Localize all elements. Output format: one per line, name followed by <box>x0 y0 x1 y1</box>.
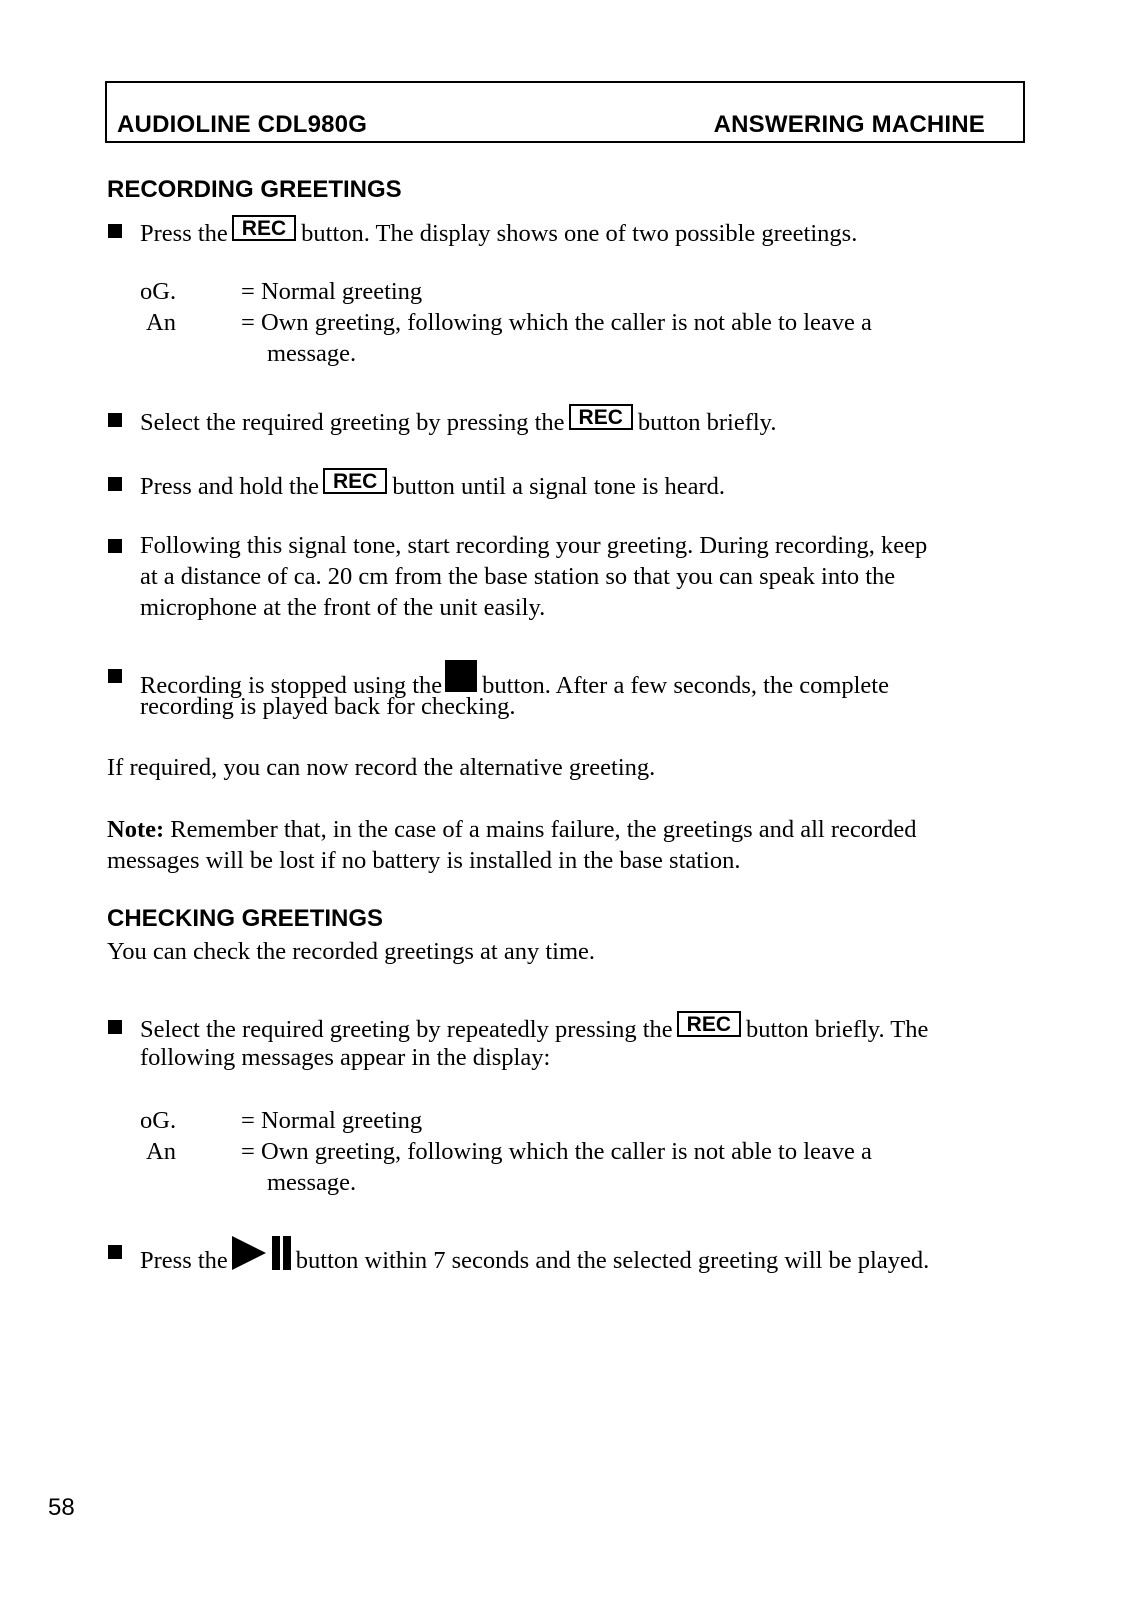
def-val-an-cont: message. <box>267 340 357 367</box>
bullet-marker <box>108 669 122 683</box>
recording-heading: RECORDING GREETINGS <box>107 176 402 203</box>
note-line-1: Note: Remember that, in the case of a mains failure, the greetings and all recorded <box>107 816 917 843</box>
def-key-og: oG. <box>140 1107 177 1134</box>
def-key-an: An <box>146 1138 176 1165</box>
recording-step-3: Press and hold the REC button until a signal tone is heard. <box>140 470 726 500</box>
header-section: ANSWERING MACHINE <box>713 111 985 138</box>
bullet-marker <box>108 477 122 491</box>
def-val-og: = Normal greeting <box>241 1107 423 1134</box>
def-val-an-cont: message. <box>267 1169 357 1196</box>
recording-step-4-line-2: at a distance of ca. 20 cm from the base station so that you can speak into the <box>140 563 896 590</box>
checking-step-1-line-1: Select the required greeting by repeatedly pressing the REC button briefly. The <box>140 1013 929 1043</box>
rec-button-icon: REC <box>323 468 387 494</box>
def-val-an: = Own greeting, following which the caller is not able to leave a <box>241 1138 872 1165</box>
def-key-an: An <box>146 309 176 336</box>
note-line-2: messages will be lost if no battery is installed in the base station. <box>107 847 741 874</box>
bullet-marker <box>108 1020 122 1034</box>
page-number: 58 <box>48 1494 75 1521</box>
rec-button-icon: REC <box>569 404 633 430</box>
checking-heading: CHECKING GREETINGS <box>107 905 384 932</box>
rec-button-icon: REC <box>677 1011 741 1037</box>
recording-step-2: Select the required greeting by pressing the REC button briefly. <box>140 406 777 436</box>
page-header <box>105 81 1025 143</box>
bullet-marker <box>108 1245 122 1259</box>
recording-step-4-line-1: Following this signal tone, start recording your greeting. During recording, keep <box>140 532 928 559</box>
play-pause-icon <box>232 1236 292 1272</box>
recording-step-5-line-1: Recording is stopped using the button. After a few seconds, the complete <box>140 660 889 701</box>
checking-step-2: Press the button within 7 seconds and the selected greeting will be played. <box>140 1236 929 1276</box>
header-model: AUDIOLINE CDL980G <box>117 111 368 138</box>
recording-step-5-line-2: recording is played back for checking. <box>140 693 516 720</box>
def-val-og: = Normal greeting <box>241 278 423 305</box>
def-val-an: = Own greeting, following which the caller is not able to leave a <box>241 309 872 336</box>
recording-step-4-line-3: microphone at the front of the unit easily. <box>140 594 546 621</box>
bullet-marker <box>108 539 122 553</box>
def-key-og: oG. <box>140 278 177 305</box>
alternative-greeting-text: If required, you can now record the alternative greeting. <box>107 754 656 781</box>
bullet-marker <box>108 413 122 427</box>
rec-button-icon: REC <box>232 215 296 241</box>
bullet-marker <box>108 224 122 238</box>
checking-intro: You can check the recorded greetings at any time. <box>107 938 596 965</box>
checking-step-1-line-2: following messages appear in the display: <box>140 1044 551 1071</box>
note-label: Note: <box>107 816 165 843</box>
stop-icon <box>445 660 477 692</box>
recording-step-1: Press the REC button. The display shows one of two possible greetings. <box>140 217 858 247</box>
